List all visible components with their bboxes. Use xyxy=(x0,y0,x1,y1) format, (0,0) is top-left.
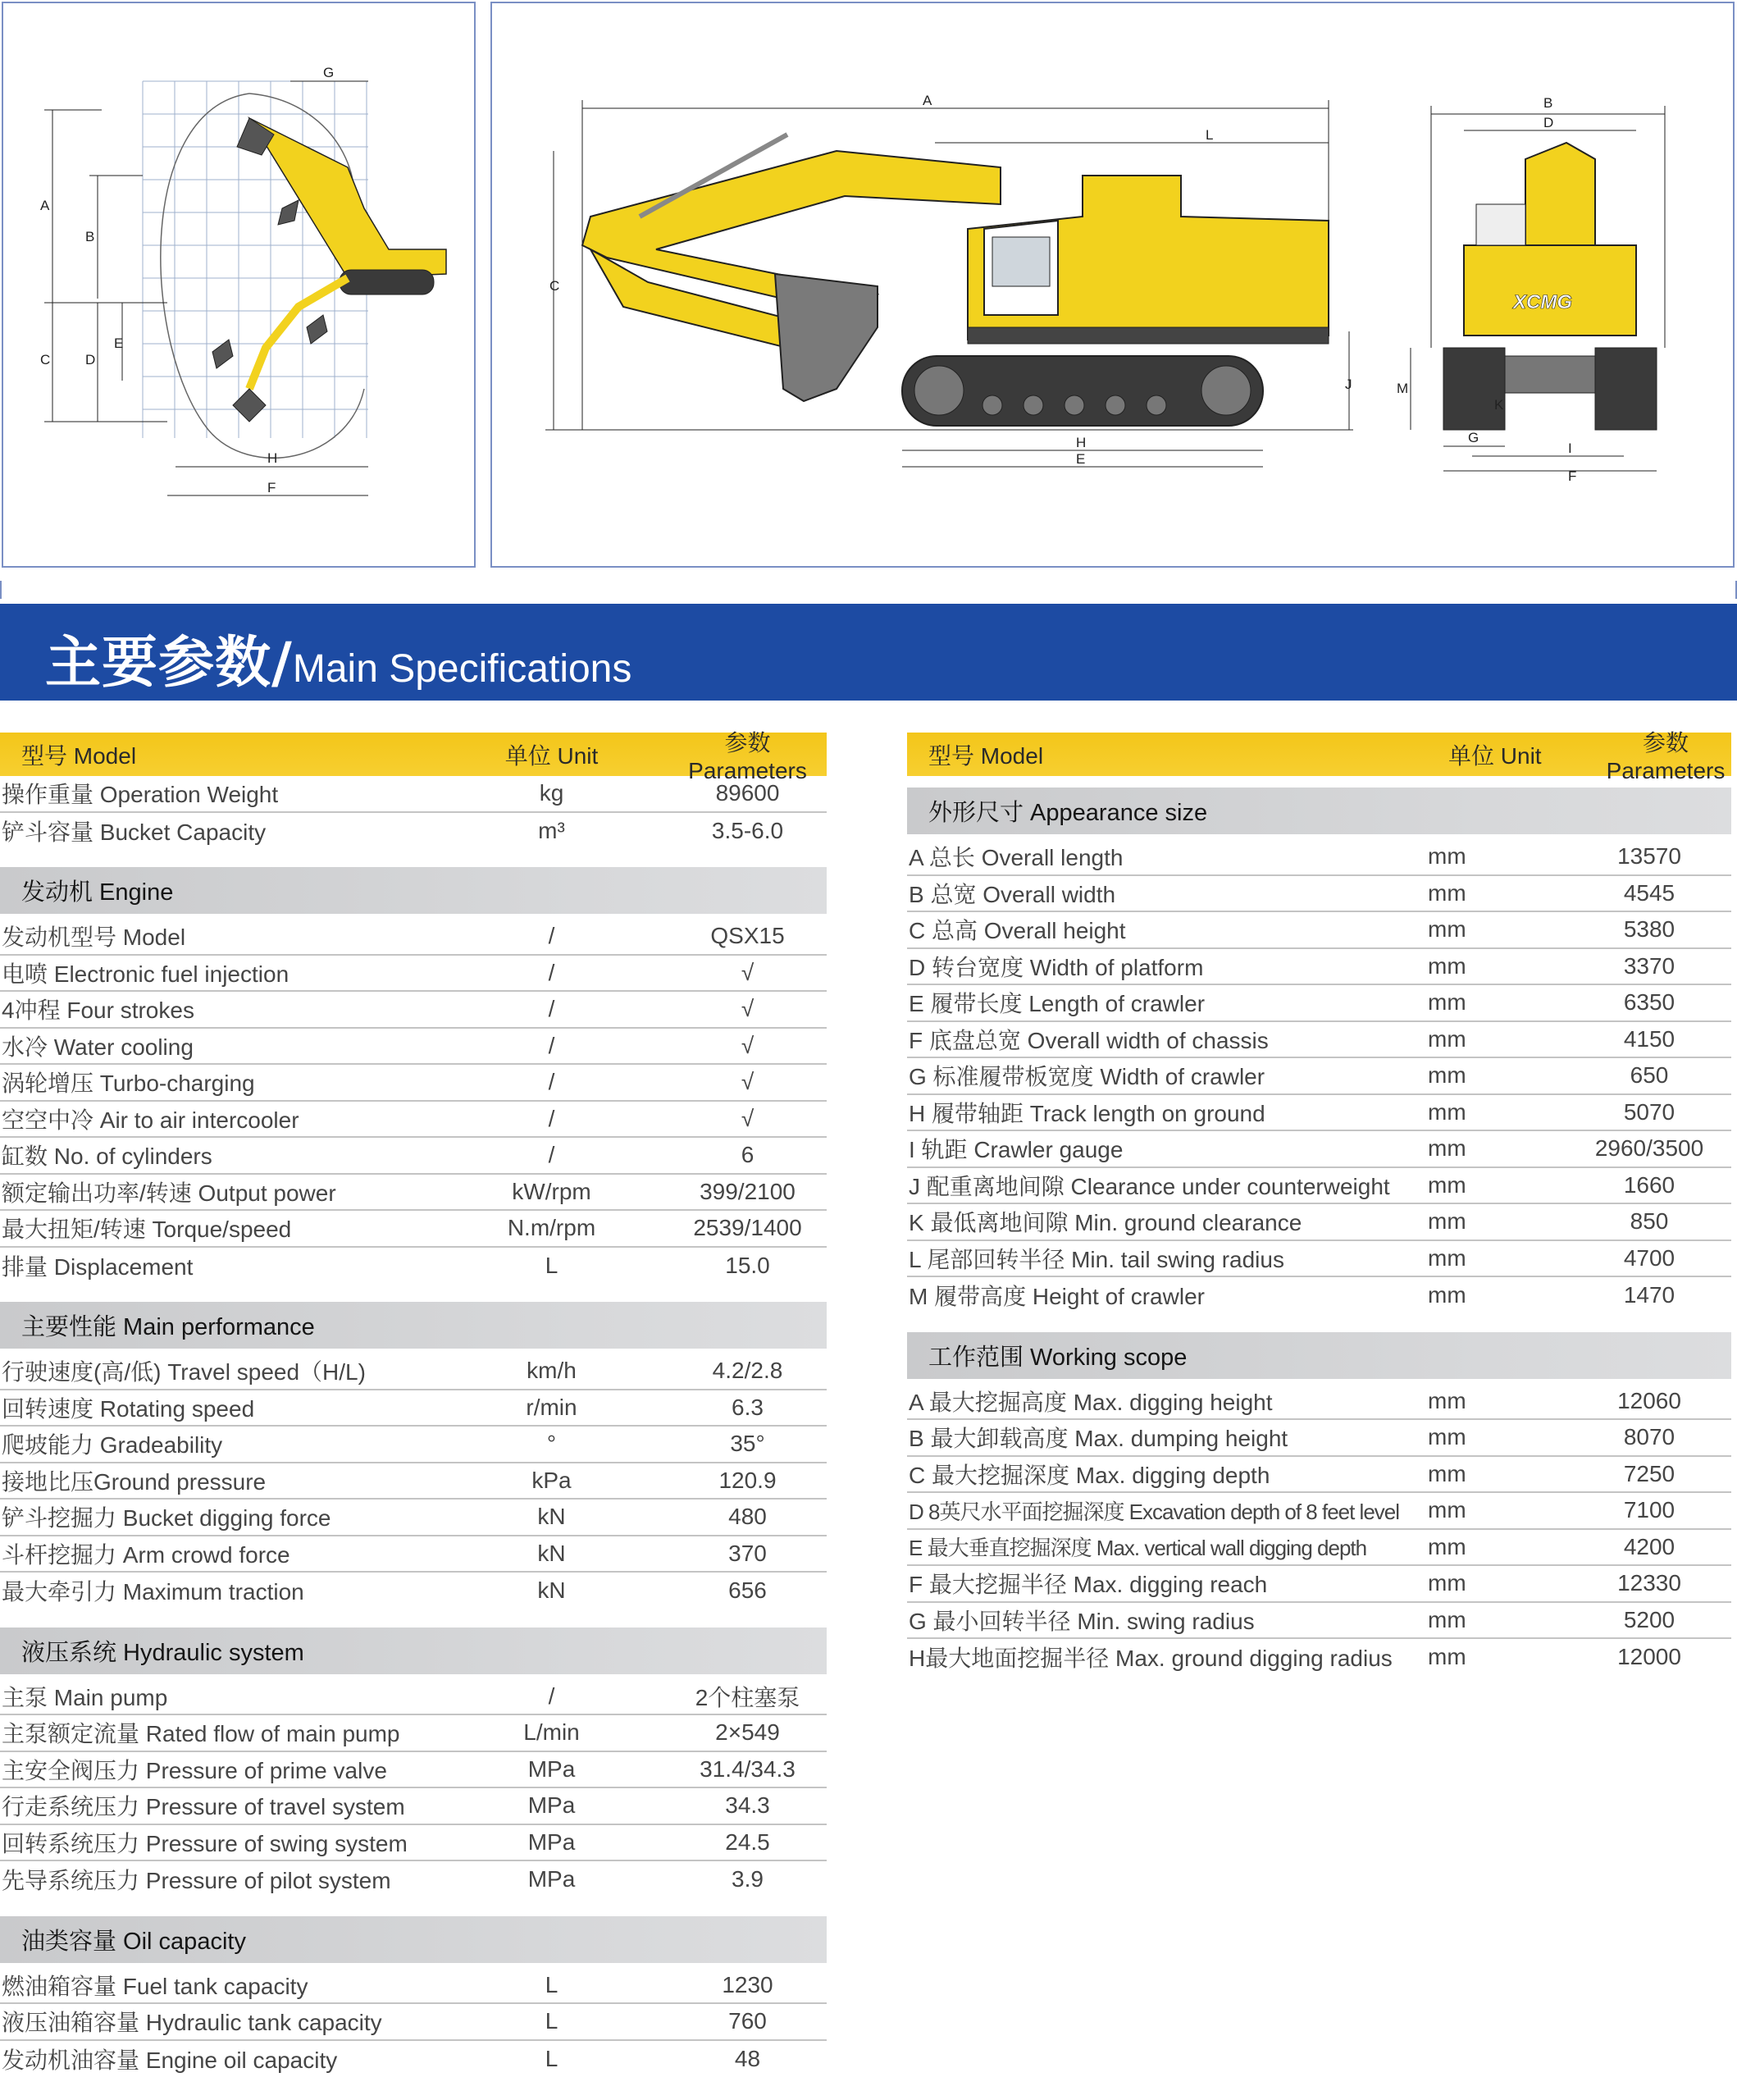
table-row xyxy=(0,813,827,850)
spec-name: 主泵 Main pump xyxy=(2,1684,168,1710)
spec-unit: / xyxy=(548,996,555,1022)
banner-tick-left xyxy=(0,581,5,599)
spec-unit: / xyxy=(548,1105,555,1131)
table-row xyxy=(0,776,827,813)
side-view xyxy=(545,93,1353,467)
spec-name: 水冷 Water cooling xyxy=(2,1034,194,1060)
table-body xyxy=(907,788,1731,1676)
spec-value: 7100 xyxy=(1623,1497,1675,1523)
bucket xyxy=(775,274,878,401)
table-row xyxy=(907,839,1731,876)
spec-unit: MPa xyxy=(527,1792,576,1819)
table-row xyxy=(907,1457,1731,1494)
spec-unit: kN xyxy=(537,1540,566,1566)
spec-value: 4150 xyxy=(1623,1025,1675,1052)
spec-unit: mm xyxy=(1428,1208,1466,1235)
spec-unit: / xyxy=(548,923,555,949)
front-view xyxy=(1397,95,1665,484)
spec-name: 主泵额定流量 Rated flow of main pump xyxy=(2,1721,400,1747)
table-row xyxy=(0,1463,827,1500)
table-body xyxy=(0,776,827,2077)
spec-unit: MPa xyxy=(527,1866,576,1892)
table-row xyxy=(0,1211,827,1248)
table-row xyxy=(0,1102,827,1139)
dim-label-i-front: I xyxy=(1568,441,1572,456)
spec-value: 120.9 xyxy=(718,1467,777,1493)
table-row xyxy=(907,1639,1731,1676)
spec-unit: mm xyxy=(1428,1606,1466,1632)
spec-name: 行驶速度(高/低) Travel speed（H/L) xyxy=(2,1359,366,1386)
row-group xyxy=(0,1679,827,1898)
dim-label-k-front: K xyxy=(1494,397,1504,413)
table-row xyxy=(0,992,827,1029)
spec-value: 3.9 xyxy=(732,1866,764,1892)
dim-label-d: D xyxy=(85,352,96,368)
spec-name: 4冲程 Four strokes xyxy=(2,998,194,1024)
spec-name: 发动机型号 Model xyxy=(2,924,186,951)
dimension-views-diagram xyxy=(490,2,1735,568)
front-cab xyxy=(1476,204,1525,245)
spec-name: 燃油箱容量 Fuel tank capacity xyxy=(2,1973,308,1999)
table-row xyxy=(907,1566,1731,1603)
spec-unit: / xyxy=(548,1069,555,1095)
spec-value: 12000 xyxy=(1617,1644,1681,1670)
spec-name: 排量 Displacement xyxy=(2,1253,194,1280)
spec-name: M 履带高度 Height of crawler xyxy=(909,1284,1205,1310)
row-group xyxy=(0,776,827,849)
dim-label-l-side: L xyxy=(1206,127,1214,143)
table-row xyxy=(0,2041,827,2078)
spec-unit: / xyxy=(548,1682,555,1709)
turntable-base xyxy=(968,327,1329,344)
spec-value: 1470 xyxy=(1623,1282,1675,1308)
row-group xyxy=(907,1384,1731,1676)
page-title-cn: 主要参数/ xyxy=(45,631,293,696)
spec-unit: L xyxy=(545,1971,558,1997)
spec-name: B 最大卸载高度 Max. dumping height xyxy=(909,1426,1288,1452)
dim-label-b-front: B xyxy=(1543,95,1553,111)
spec-value: 6.3 xyxy=(732,1394,764,1420)
cab-window xyxy=(992,237,1050,286)
table-row xyxy=(0,1715,827,1752)
table-row xyxy=(907,1131,1731,1168)
spec-name: L 尾部回转半径 Min. tail swing radius xyxy=(909,1246,1284,1272)
spec-name: I 轨距 Crawler gauge xyxy=(909,1137,1124,1163)
table-row xyxy=(907,1603,1731,1640)
spec-unit: L xyxy=(545,2045,558,2071)
spec-unit: mm xyxy=(1428,1098,1466,1125)
table-row xyxy=(907,1384,1731,1421)
spec-unit: ° xyxy=(546,1431,557,1457)
spec-unit: mm xyxy=(1428,1533,1466,1559)
table-row xyxy=(907,1277,1731,1314)
spec-unit: mm xyxy=(1428,916,1466,943)
dim-label-b: B xyxy=(85,229,95,244)
spec-name: 铲斗容量 Bucket Capacity xyxy=(2,819,267,845)
spec-table-right xyxy=(907,729,1731,1676)
table-row xyxy=(0,1175,827,1212)
spec-name: 额定输出功率/转速 Output power xyxy=(2,1180,336,1206)
table-row xyxy=(0,1752,827,1789)
dim-label-m-front: M xyxy=(1397,381,1409,396)
spec-name: 最大扭矩/转速 Torque/speed xyxy=(2,1217,292,1243)
table-row xyxy=(0,1500,827,1536)
spec-unit: mm xyxy=(1428,1424,1466,1450)
dim-label-g: G xyxy=(323,65,335,80)
table-row xyxy=(0,1065,827,1102)
spec-unit: L/min xyxy=(523,1719,580,1746)
spec-value: 4545 xyxy=(1623,879,1675,906)
spec-unit: / xyxy=(548,1032,555,1058)
spec-name: A 最大挖掘高度 Max. digging height xyxy=(909,1389,1273,1415)
spec-unit: mm xyxy=(1428,1570,1466,1596)
spec-value: 34.3 xyxy=(725,1792,770,1819)
spec-value: 7250 xyxy=(1623,1460,1675,1486)
header-unit: 单位 Unit xyxy=(504,742,599,769)
spec-unit: mm xyxy=(1428,989,1466,1016)
spec-unit: N.m/rpm xyxy=(507,1215,596,1241)
spec-name: 先导系统压力 Pressure of pilot system xyxy=(2,1868,391,1894)
spec-unit: kN xyxy=(537,1504,566,1530)
spec-value: 48 xyxy=(734,2045,761,2071)
dim-label-e-side: E xyxy=(1076,451,1086,467)
spec-unit: MPa xyxy=(527,1828,576,1855)
spec-name: E 履带长度 Length of crawler xyxy=(909,991,1206,1017)
spec-value: 24.5 xyxy=(725,1828,770,1855)
spec-name: G 最小回转半径 Min. swing radius xyxy=(909,1608,1255,1634)
spec-value: 2×549 xyxy=(715,1719,780,1746)
page-title xyxy=(45,619,631,698)
table-row xyxy=(0,919,827,956)
spec-name: 缸数 No. of cylinders xyxy=(2,1144,212,1170)
spec-value: 31.4/34.3 xyxy=(700,1755,796,1782)
table-row xyxy=(0,1788,827,1825)
spec-name: F 底盘总宽 Overall width of chassis xyxy=(909,1027,1269,1053)
dimension-views-drawing xyxy=(492,3,1735,568)
table-row xyxy=(907,985,1731,1022)
spec-name: H最大地面挖掘半径 Max. ground digging radius xyxy=(909,1646,1393,1672)
table-row xyxy=(907,1058,1731,1095)
spec-name: C 总高 Overall height xyxy=(909,918,1126,944)
working-range-diagram xyxy=(2,2,476,568)
table-row xyxy=(907,1095,1731,1132)
spec-name: 爬坡能力 Gradeability xyxy=(2,1432,223,1459)
spec-unit: r/min xyxy=(526,1394,577,1420)
spec-name: H 履带轴距 Track length on ground xyxy=(909,1100,1265,1126)
table-row xyxy=(0,1679,827,1716)
spec-unit: mm xyxy=(1428,1244,1466,1271)
table-row xyxy=(907,1022,1731,1059)
spec-value: 2个柱塞泵 xyxy=(695,1684,800,1710)
spec-value: 12330 xyxy=(1617,1570,1681,1596)
spec-name: 电喷 Electronic fuel injection xyxy=(2,961,290,987)
spec-value: √ xyxy=(741,959,755,985)
spec-value: 13570 xyxy=(1617,843,1681,870)
spec-unit: mm xyxy=(1428,879,1466,906)
header-model: 型号 Model xyxy=(21,742,137,769)
spec-value: 6350 xyxy=(1623,989,1675,1016)
table-row xyxy=(0,1861,827,1898)
spec-name: 接地比压Ground pressure xyxy=(2,1468,267,1495)
table-row xyxy=(0,2004,827,2041)
section-title: 外形尺寸 Appearance size xyxy=(907,788,1731,834)
table-row xyxy=(907,949,1731,986)
spec-name: D 8英尺水平面挖掘深度 Excavation depth of 8 feet level xyxy=(909,1499,1400,1524)
banner-tick-right xyxy=(1732,581,1737,599)
table-row xyxy=(0,956,827,993)
spec-name: 回转系统压力 Pressure of swing system xyxy=(2,1830,408,1856)
table-row xyxy=(907,1241,1731,1278)
spec-name: E 最大垂直挖掘深度 Max. vertical wall digging depth xyxy=(909,1536,1367,1561)
dim-label-h-side: H xyxy=(1076,435,1087,450)
spec-unit: kg xyxy=(539,780,564,806)
table-header xyxy=(0,729,827,783)
row-group xyxy=(0,919,827,1284)
spec-name: A 总长 Overall length xyxy=(909,845,1124,871)
table-row xyxy=(907,876,1731,913)
spec-value: 3370 xyxy=(1623,952,1675,979)
spec-value: QSX15 xyxy=(710,923,785,949)
spec-unit: mm xyxy=(1428,952,1466,979)
spec-value: 480 xyxy=(728,1504,767,1530)
row-group xyxy=(0,1968,827,2078)
table-row xyxy=(0,1390,827,1427)
spec-unit: L xyxy=(545,1252,558,1278)
left-crawler-front xyxy=(1443,348,1505,430)
section-title: 液压系统 Hydraulic system xyxy=(0,1628,827,1674)
spec-value: 4700 xyxy=(1623,1244,1675,1271)
front-upper-body xyxy=(1464,245,1636,336)
spec-unit: km/h xyxy=(527,1358,577,1384)
brand-logo: XCMG xyxy=(1513,291,1572,313)
working-range-drawing xyxy=(3,3,476,568)
spec-unit: mm xyxy=(1428,1171,1466,1198)
section-title: 油类容量 Oil capacity xyxy=(0,1916,827,1963)
header-model: 型号 Model xyxy=(928,742,1044,769)
dim-label-f-front: F xyxy=(1568,468,1577,484)
spec-name: 斗杆挖掘力 Arm crowd force xyxy=(2,1541,290,1568)
spec-value: 12060 xyxy=(1617,1387,1681,1413)
spec-value: 370 xyxy=(728,1540,767,1566)
section-title: 工作范围 Working scope xyxy=(907,1332,1731,1379)
table-row xyxy=(907,1168,1731,1205)
spec-unit: kN xyxy=(537,1577,566,1604)
spec-name: 行走系统压力 Pressure of travel system xyxy=(2,1794,405,1820)
spec-unit: mm xyxy=(1428,1062,1466,1089)
spec-value: 4200 xyxy=(1623,1533,1675,1559)
spec-value: 399/2100 xyxy=(700,1178,796,1204)
table-row xyxy=(0,1138,827,1175)
table-row xyxy=(0,1825,827,1862)
spec-unit: kW/rpm xyxy=(512,1178,591,1204)
table-row xyxy=(907,912,1731,949)
spec-unit: kPa xyxy=(531,1467,572,1493)
spec-value: 4.2/2.8 xyxy=(712,1358,783,1384)
header-params: 参数 Parameters xyxy=(688,729,807,783)
spec-value: 3.5-6.0 xyxy=(711,817,784,843)
table-row xyxy=(0,1536,827,1573)
spec-value: 850 xyxy=(1630,1208,1669,1235)
spec-value: 656 xyxy=(728,1577,767,1604)
spec-value: 6 xyxy=(741,1142,755,1168)
spec-value: 5380 xyxy=(1623,916,1675,943)
row-group xyxy=(907,839,1731,1314)
spec-name: 涡轮增压 Turbo-charging xyxy=(2,1071,255,1097)
table-row xyxy=(0,1427,827,1463)
spec-value: 760 xyxy=(728,2008,767,2034)
spec-name: 最大牵引力 Maximum traction xyxy=(2,1579,304,1605)
table-row xyxy=(0,1248,827,1285)
spec-value: 15.0 xyxy=(725,1252,770,1278)
spec-unit: mm xyxy=(1428,1135,1466,1162)
table-header xyxy=(907,729,1731,783)
table-row xyxy=(907,1493,1731,1530)
dim-label-a: A xyxy=(40,198,50,213)
spec-value: 650 xyxy=(1630,1062,1669,1089)
dim-label-f: F xyxy=(267,480,276,495)
dim-label-e: E xyxy=(114,336,124,351)
dim-label-d-front: D xyxy=(1543,115,1554,130)
dim-label-h: H xyxy=(267,450,278,466)
spec-value: 8070 xyxy=(1623,1424,1675,1450)
section-title: 发动机 Engine xyxy=(0,867,827,914)
spec-name: 空空中冷 Air to air intercooler xyxy=(2,1107,299,1133)
spec-name: B 总宽 Overall width xyxy=(909,881,1116,907)
spec-value: 2539/1400 xyxy=(693,1215,802,1241)
header-params: 参数 Parameters xyxy=(1606,729,1726,783)
dim-label-g-front: G xyxy=(1468,430,1479,445)
spec-table-left xyxy=(0,729,827,2077)
header-unit: 单位 Unit xyxy=(1448,742,1542,769)
page-title-en: Main Specifications xyxy=(292,647,632,691)
table-row xyxy=(907,1420,1731,1457)
spec-unit: MPa xyxy=(527,1755,576,1782)
spec-unit: mm xyxy=(1428,1460,1466,1486)
spec-name: G 标准履带板宽度 Width of crawler xyxy=(909,1064,1265,1090)
spec-value: 1660 xyxy=(1623,1171,1675,1198)
dim-label-c: C xyxy=(40,352,51,368)
table-row xyxy=(907,1204,1731,1241)
table-row xyxy=(0,1029,827,1066)
spec-value: √ xyxy=(741,1105,755,1131)
spec-unit: mm xyxy=(1428,1025,1466,1052)
table-row xyxy=(0,1968,827,2005)
spec-name: 回转速度 Rotating speed xyxy=(2,1395,255,1422)
spec-name: 铲斗挖掘力 Bucket digging force xyxy=(2,1505,331,1532)
section-title: 主要性能 Main performance xyxy=(0,1302,827,1349)
table-row xyxy=(907,1530,1731,1567)
spec-unit: / xyxy=(548,959,555,985)
spec-name: 液压油箱容量 Hydraulic tank capacity xyxy=(2,2010,382,2036)
spec-value: √ xyxy=(741,1032,755,1058)
spec-unit: mm xyxy=(1428,843,1466,870)
dim-label-c-side: C xyxy=(549,278,560,294)
spec-value: √ xyxy=(741,996,755,1022)
right-crawler-front xyxy=(1595,348,1657,430)
spec-value: 1230 xyxy=(722,1971,773,1997)
spec-value: 89600 xyxy=(715,780,780,806)
spec-unit: m³ xyxy=(538,817,565,843)
section-banner xyxy=(0,604,1737,701)
dim-label-a-side: A xyxy=(923,93,932,108)
undercarriage-center xyxy=(1505,356,1595,393)
spec-value: 5200 xyxy=(1623,1606,1675,1632)
spec-value: 5070 xyxy=(1623,1098,1675,1125)
spec-name: D 转台宽度 Width of platform xyxy=(909,954,1204,980)
spec-unit: mm xyxy=(1428,1644,1466,1670)
row-group xyxy=(0,1354,827,1609)
dim-label-j-side: J xyxy=(1345,377,1352,392)
table-row xyxy=(0,1354,827,1390)
spec-name: F 最大挖掘半径 Max. digging reach xyxy=(909,1572,1268,1598)
spec-name: K 最低离地间隙 Min. ground clearance xyxy=(909,1210,1302,1236)
table-row xyxy=(0,1573,827,1609)
spec-name: C 最大挖掘深度 Max. digging depth xyxy=(909,1462,1270,1488)
spec-name: J 配重离地间隙 Clearance under counterweight xyxy=(909,1173,1390,1199)
spec-value: 35° xyxy=(730,1431,765,1457)
spec-unit: mm xyxy=(1428,1497,1466,1523)
spec-name: 操作重量 Operation Weight xyxy=(2,782,279,808)
spec-value: √ xyxy=(741,1069,755,1095)
spec-name: 主安全阀压力 Pressure of prime valve xyxy=(2,1757,387,1783)
spec-name: 发动机油容量 Engine oil capacity xyxy=(2,2047,338,2073)
spec-unit: mm xyxy=(1428,1387,1466,1413)
spec-unit: / xyxy=(548,1142,555,1168)
spec-unit: mm xyxy=(1428,1282,1466,1308)
front-boom xyxy=(1525,143,1595,245)
spec-value: 2960/3500 xyxy=(1594,1135,1704,1162)
spec-unit: L xyxy=(545,2008,558,2034)
